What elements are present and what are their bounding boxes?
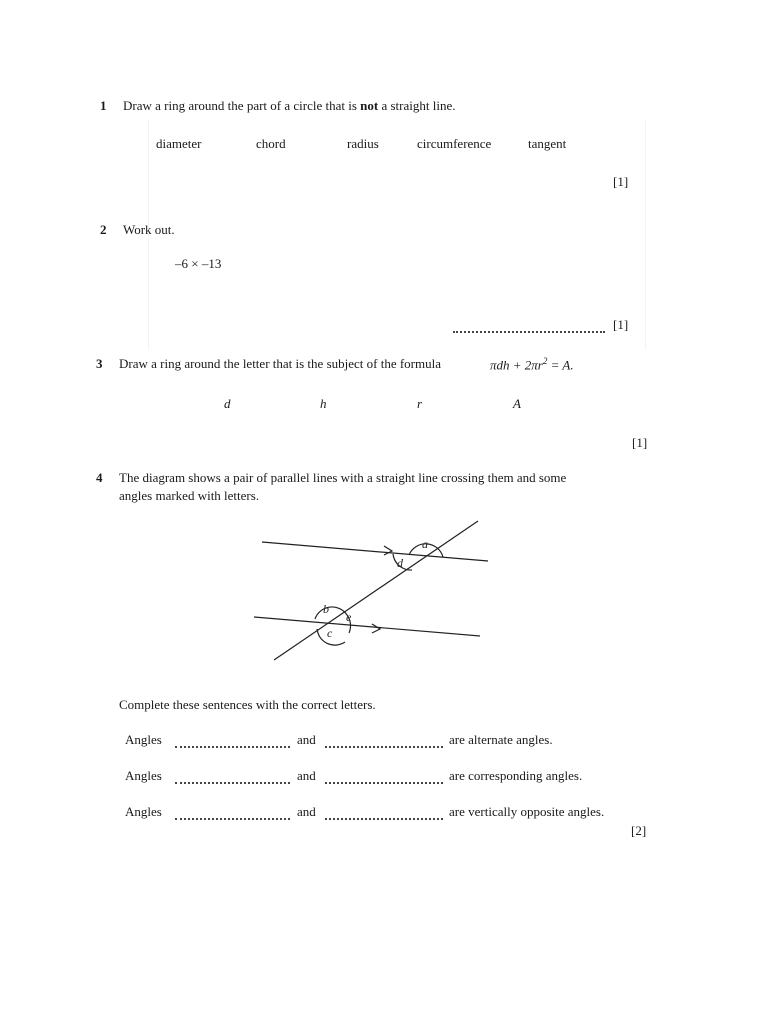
answer-blank[interactable] — [175, 746, 290, 748]
option-circumference[interactable]: circumference — [417, 136, 492, 151]
answer-blank[interactable] — [175, 782, 290, 784]
transversal-line — [274, 521, 478, 660]
parallel-line-top — [262, 542, 488, 561]
sentence-and: and — [297, 732, 316, 747]
option-r[interactable]: r — [417, 396, 423, 411]
question-text: The diagram shows a pair of parallel lines with a straight line crossing them and some — [119, 470, 567, 485]
marks-label: [1] — [613, 317, 629, 332]
parallel-lines-diagram — [240, 515, 500, 665]
sentence-and: and — [297, 768, 316, 783]
question-text-part: Draw a ring around the part of a circle that is — [123, 98, 361, 113]
marks-label: [1] — [613, 174, 629, 189]
answer-line[interactable] — [453, 331, 605, 333]
option-chord[interactable]: chord — [256, 136, 286, 151]
formula — [490, 356, 574, 373]
formula-part: πdh + 2πr — [490, 357, 543, 373]
question-number: 3 — [96, 356, 103, 371]
option-d[interactable]: d — [224, 396, 231, 411]
formula-part: = A. — [547, 357, 574, 373]
answer-blank[interactable] — [325, 782, 443, 784]
option-diameter[interactable]: diameter — [156, 136, 202, 151]
question-number: 2 — [100, 222, 107, 237]
instruction-text: Complete these sentences with the correct letters. — [119, 697, 376, 712]
question-number: 4 — [96, 470, 103, 485]
option-a-letter[interactable]: A — [513, 396, 521, 411]
expression: –6 × –13 — [175, 256, 222, 271]
question-text: Draw a ring around the letter that is the subject of the formula — [119, 356, 442, 371]
sentence-ending: are vertically opposite angles. — [449, 804, 605, 819]
arrow-top — [384, 546, 392, 555]
arrow-bottom — [372, 624, 380, 633]
sentence-word: Angles — [125, 732, 162, 747]
angle-label-d: d — [397, 556, 403, 570]
angle-label-e: e — [346, 610, 352, 624]
question-text-part: a straight line. — [378, 98, 456, 113]
sentence-and: and — [297, 804, 316, 819]
question-text: Work out. — [123, 222, 175, 237]
parallel-line-bottom — [254, 617, 480, 636]
scan-artifact — [645, 120, 646, 350]
question-number: 1 — [100, 98, 107, 113]
sentence-ending: are corresponding angles. — [449, 768, 583, 783]
marks-label: [2] — [631, 823, 647, 838]
sentence-word: Angles — [125, 768, 162, 783]
answer-blank[interactable] — [325, 746, 443, 748]
option-h[interactable]: h — [320, 396, 327, 411]
formula-exponent: 2 — [542, 356, 548, 366]
option-radius[interactable]: radius — [347, 136, 379, 151]
marks-label: [1] — [632, 435, 648, 450]
angle-label-c: c — [327, 626, 333, 640]
sentence-ending: are alternate angles. — [449, 732, 553, 747]
question-text: angles marked with letters. — [119, 488, 260, 503]
option-tangent[interactable]: tangent — [528, 136, 567, 151]
answer-blank[interactable] — [325, 818, 443, 820]
emphasis-text: not — [360, 98, 379, 113]
angle-label-b: b — [323, 602, 329, 616]
sentence-word: Angles — [125, 804, 162, 819]
question-text — [123, 98, 455, 114]
answer-blank[interactable] — [175, 818, 290, 820]
angle-label-a: a — [422, 537, 428, 551]
